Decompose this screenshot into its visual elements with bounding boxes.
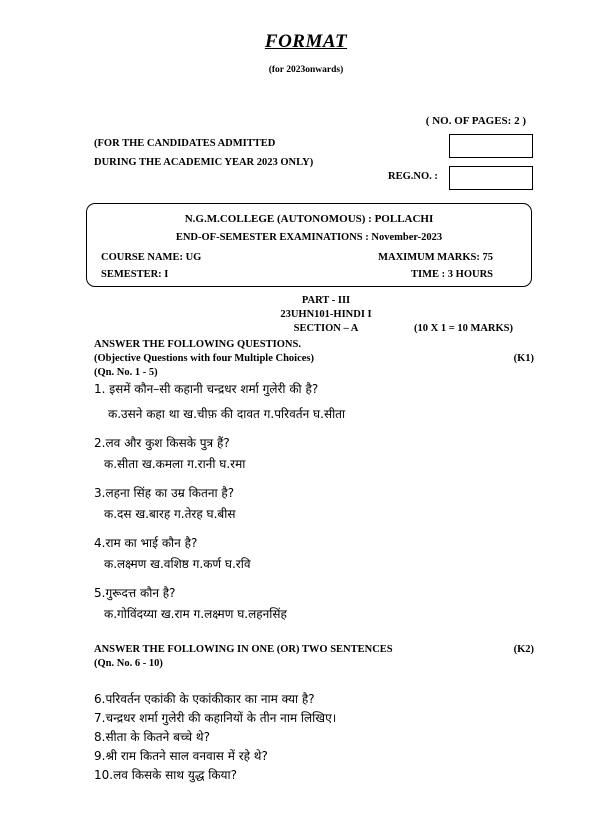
question-text: 7.चन्द्रधर शर्मा गुलेरी की कहानियों के तीन नाम लिखिए। xyxy=(94,711,337,725)
question-text: 5.गुरूदत्त कौन है? xyxy=(94,586,176,600)
section-b-question-range: (Qn. No. 6 - 10) xyxy=(94,658,163,669)
question-text: 4.राम का भाई कौन है? xyxy=(94,536,198,550)
question-item xyxy=(94,535,554,572)
section-a-question-range: (Qn. No. 1 - 5) xyxy=(94,367,158,378)
question-item xyxy=(94,485,554,522)
candidates-admitted-line2: DURING THE ACADEMIC YEAR 2023 ONLY) xyxy=(94,157,314,168)
question-text: 9.श्री राम कितने साल वनवास में रहे थे? xyxy=(94,749,268,763)
question-text: 10.लव किसके साथ युद्ध किया? xyxy=(94,768,237,782)
section-a-questions xyxy=(94,381,554,635)
part-header xyxy=(0,295,612,337)
section-b-questions xyxy=(94,691,564,786)
section-a-row xyxy=(0,323,612,337)
question-text: 1. इसमें कौन–सी कहानी चन्द्रधर शर्मा गुलेरी की है? xyxy=(94,382,319,396)
regno-label: REG.NO. : xyxy=(388,171,438,182)
course-marks-row xyxy=(87,252,531,263)
question-text: 3.लहना सिंह का उम्र कितना है? xyxy=(94,486,235,500)
question-item xyxy=(94,435,554,472)
candidates-admitted-line1: (FOR THE CANDIDATES ADMITTED xyxy=(94,138,276,149)
section-b-k-level: (K2) xyxy=(513,644,534,655)
section-a-marks: (10 X 1 = 10 MARKS) xyxy=(414,323,514,334)
section-a-instructions xyxy=(94,338,534,380)
time-allowed: TIME : 3 HOURS xyxy=(411,269,493,280)
section-a-instruction-line: ANSWER THE FOLLOWING QUESTIONS. xyxy=(94,339,301,350)
question-text: 2.लव और कुश किसके पुत्र हैं? xyxy=(94,436,230,450)
question-options: क.उसने कहा था ख.चीफ़ की दावत ग.परिवर्तन घ.सीता xyxy=(108,407,346,421)
number-of-pages: ( NO. OF PAGES: 2 ) xyxy=(425,115,526,127)
section-a-objective-note: (Objective Questions with four Multiple Choices) xyxy=(94,353,314,364)
semester-time-row xyxy=(87,269,531,280)
question-text: 6.परिवर्तन एकांकी के एकांकीकार का नाम क्या है? xyxy=(94,692,315,706)
question-item xyxy=(94,585,554,622)
question-item xyxy=(94,381,554,422)
question-text: 8.सीता के कितने बच्चे थे? xyxy=(94,730,210,744)
question-options: क.सीता ख.कमला ग.रानी घ.रमा xyxy=(104,457,246,471)
section-a-label: SECTION – A xyxy=(293,323,359,334)
semester: SEMESTER: I xyxy=(101,269,169,280)
part-label: PART - III xyxy=(301,295,351,306)
section-a-k-level: (K1) xyxy=(513,353,534,364)
regno-box[interactable] xyxy=(449,166,533,190)
exam-name: END-OF-SEMESTER EXAMINATIONS : November-2023 xyxy=(175,232,443,243)
question-options: क.दस ख.बारह ग.तेरह घ.बीस xyxy=(104,507,236,521)
page-title: FORMAT xyxy=(264,31,348,52)
exam-paper-page xyxy=(0,31,612,823)
page-subtitle: (for 2023onwards) xyxy=(268,65,344,75)
college-name: N.G.M.COLLEGE (AUTONOMOUS) : POLLACHI xyxy=(184,213,434,225)
maximum-marks: MAXIMUM MARKS: 75 xyxy=(378,252,493,263)
question-options: क.लक्ष्मण ख.वशिष्ठ ग.कर्ण घ.रवि xyxy=(104,557,251,571)
subject-code: 23UHN101-HINDI I xyxy=(280,309,372,320)
candidates-admitted-note xyxy=(94,134,313,172)
pages-box xyxy=(449,134,533,158)
exam-details-box xyxy=(86,203,532,287)
question-options: क.गोविंदय्या ख.राम ग.लक्ष्मण घ.लहनसिंह xyxy=(104,607,287,621)
course-name: COURSE NAME: UG xyxy=(101,252,202,263)
section-b-instruction-line: ANSWER THE FOLLOWING IN ONE (OR) TWO SENTENCES xyxy=(94,644,393,655)
section-b-instructions xyxy=(94,643,534,671)
